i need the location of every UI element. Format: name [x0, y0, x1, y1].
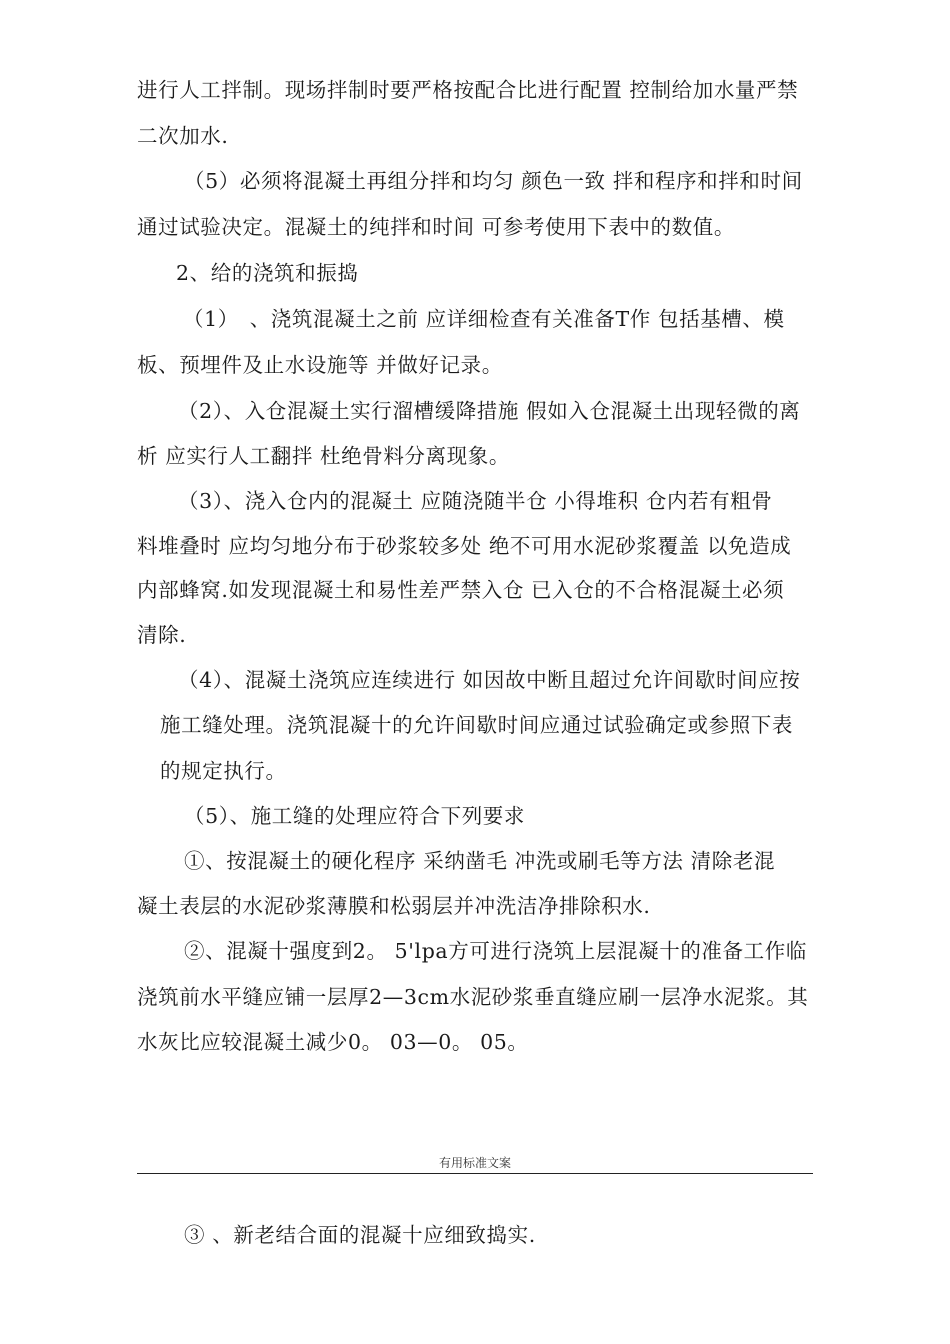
text-line-10: （3）、浇入仓内的混凝土 应随浇随半仓 小得堆积 仓内若有粗骨 [178, 489, 773, 513]
text-line-11: 料堆叠时 应均匀地分布于砂浆较多处 绝不可用水泥砂浆覆盖 以免造成 [137, 534, 792, 558]
text-line-19: 凝土表层的水泥砂浆薄膜和松弱层并冲洗洁净排除积水. [137, 894, 651, 918]
text-line-9: 析 应实行人工翻拌 杜绝骨料分离现象。 [137, 444, 510, 468]
text-line-2: 二次加水. [137, 124, 229, 148]
text-line-15: 施工缝处理。浇筑混凝十的允许间歇时间应通过试验确定或参照下表 [160, 713, 793, 737]
text-line-18: ①、按混凝土的硬化程序 采纳凿毛 冲洗或刷毛等方法 清除老混 [184, 849, 776, 873]
next-page-text-line: ③ 、新老结合面的混凝十应细致捣实. [184, 1223, 536, 1247]
section-heading: 2、给的浇筑和振捣 [176, 261, 359, 285]
text-line-13: 清除. [137, 623, 187, 647]
text-line-6: （1） 、浇筑混凝土之前 应详细检查有关准备T作 包括基槽、模 [183, 307, 785, 331]
text-line-3: （5）必须将混凝土再组分拌和均匀 颜色一致 拌和程序和拌和时间 [184, 169, 803, 193]
text-line-12: 内部蜂窝.如发现混凝土和易性差严禁入仓 已入仓的不合格混凝土必须 [137, 578, 785, 602]
footer-divider [137, 1173, 813, 1174]
text-line-22: 水灰比应较混凝土减少0。 03—0。 05。 [137, 1030, 529, 1054]
page-footer-label: 有用标准文案 [438, 1156, 511, 1170]
text-line-16: 的规定执行。 [160, 759, 287, 783]
text-line-7: 板、预埋件及止水设施等 并做好记录。 [137, 353, 503, 377]
text-line-8: （2）、入仓混凝土实行溜槽缓降措施 假如入仓混凝土出现轻微的离 [178, 399, 801, 423]
text-line-17: （5）、施工缝的处理应符合下列要求 [184, 804, 525, 828]
text-line-20: ②、混凝十强度到2。 5'lpa方可进行浇筑上层混凝十的准备工作临 [184, 939, 807, 963]
text-line-4: 通过试验决定。混凝土的纯拌和时间 可参考使用下表中的数值。 [137, 215, 735, 239]
text-line-21: 浇筑前水平缝应铺一层厚2—3cm水泥砂浆垂直缝应刷一层净水泥浆。其 [137, 985, 809, 1009]
text-line-14: （4）、混凝土浇筑应连续进行 如因故中断且超过允许间歇时间应按 [178, 668, 801, 692]
text-line-1: 进行人工拌制。现场拌制时要严格按配合比进行配置 控制给加水量严禁 [137, 78, 799, 102]
